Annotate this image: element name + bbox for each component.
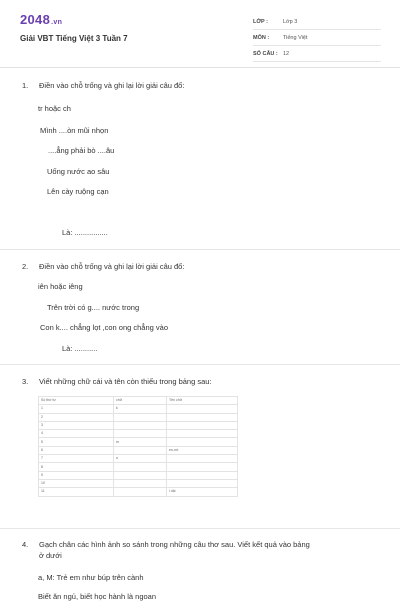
table-cell: o	[114, 455, 167, 463]
table-row	[39, 438, 238, 446]
table-cell	[167, 430, 238, 438]
alphabet-table	[38, 396, 238, 497]
question-3	[22, 377, 212, 386]
table-row	[39, 421, 238, 429]
table-cell: 7	[39, 455, 114, 463]
table-row	[39, 479, 238, 487]
table-cell	[167, 405, 238, 413]
table-cell	[167, 438, 238, 446]
table-cell: k	[114, 405, 167, 413]
table-cell	[114, 488, 167, 496]
table-row	[39, 405, 238, 413]
table-cell: 1	[39, 405, 114, 413]
table-cell: i dài	[167, 488, 238, 496]
question-number: 4.	[22, 540, 29, 549]
table-cell	[114, 430, 167, 438]
answer-line: Là: ...........	[62, 344, 98, 353]
question-1	[22, 81, 184, 90]
question-divider	[0, 249, 400, 250]
table-cell: 2	[39, 413, 114, 421]
table-cell: 4	[39, 430, 114, 438]
table-header-cell: chữ	[114, 397, 167, 405]
table-cell	[167, 471, 238, 479]
question-4	[22, 539, 382, 561]
answer-line: ....ẳng phải bò ....âu	[48, 146, 115, 155]
table-row	[39, 455, 238, 463]
question-text: Điền vào chỗ trống và ghi lại lời giải câu đố:	[39, 262, 185, 271]
answer-line: a, M: Trẻ em như búp trên cành	[38, 573, 144, 582]
document-meta	[253, 14, 381, 62]
table-cell	[167, 421, 238, 429]
meta-row-subject	[253, 30, 381, 46]
table-cell	[167, 455, 238, 463]
question-number: 1.	[22, 81, 29, 90]
table-cell: m	[114, 438, 167, 446]
document-title: Giải VBT Tiếng Việt 3 Tuần 7	[20, 34, 128, 43]
table-cell	[114, 471, 167, 479]
table-header-row	[39, 397, 238, 405]
header-divider	[0, 67, 400, 68]
table-header-cell: Tên chữ	[167, 397, 238, 405]
table-cell: en-nờ	[167, 446, 238, 454]
document-header	[0, 0, 400, 62]
answer-line: iên hoặc iêng	[38, 282, 83, 291]
meta-value: Lớp 3	[283, 18, 298, 25]
meta-row-grade	[253, 14, 381, 30]
meta-label: SỐ CÂU :	[253, 50, 278, 57]
table-cell	[167, 413, 238, 421]
table-cell: 3	[39, 421, 114, 429]
question-text: Điền vào chỗ trống và ghi lại lời giải câu đố:	[39, 81, 185, 90]
table-cell: 6	[39, 446, 114, 454]
table-cell	[114, 446, 167, 454]
question-text-continued: ở dưới	[39, 551, 62, 560]
meta-label: LỚP :	[253, 18, 268, 25]
table-row	[39, 488, 238, 496]
answer-line: Uống nước ao sâu	[47, 167, 110, 176]
question-text: Viết những chữ cái và tên còn thiếu trong bảng sau:	[39, 377, 212, 386]
table-cell	[114, 421, 167, 429]
table-cell	[114, 413, 167, 421]
answer-line: Là: ................	[62, 228, 108, 237]
table-cell	[114, 479, 167, 487]
table-cell	[114, 463, 167, 471]
answer-line: Biết ăn ngủ, biết học hành là ngoan	[38, 592, 157, 601]
table-row	[39, 446, 238, 454]
answer-line: Mình ....òn mũi nhọn	[40, 126, 109, 135]
question-number: 2.	[22, 262, 29, 271]
answer-line: Trên trời có g.... nước trong	[47, 303, 140, 312]
table-cell: 10	[39, 479, 114, 487]
meta-value: Tiếng Việt	[283, 34, 308, 41]
table-row	[39, 413, 238, 421]
question-text: Gạch chân các hình ảnh so sánh trong những câu thơ sau. Viết kết quả vào bảng	[39, 540, 310, 549]
table-row	[39, 463, 238, 471]
meta-label: MÔN :	[253, 34, 270, 41]
table-row	[39, 471, 238, 479]
table-cell: 5	[39, 438, 114, 446]
table-cell: 11	[39, 488, 114, 496]
table-row	[39, 430, 238, 438]
table-cell	[167, 463, 238, 471]
meta-row-count	[253, 46, 381, 62]
meta-value: 12	[283, 50, 290, 57]
question-2	[22, 262, 184, 271]
table-header-cell: Số thứ tự	[39, 397, 114, 405]
answer-line: Lên cày ruộng cạn	[47, 187, 109, 196]
site-logo[interactable]: 2048.vn	[20, 12, 63, 27]
table-cell: 9	[39, 471, 114, 479]
table-cell	[167, 479, 238, 487]
answer-line: Con k.... chẳng lọt ,con ong chẳng vào	[40, 323, 169, 332]
question-divider	[0, 528, 400, 529]
answer-line: tr hoặc ch	[38, 104, 71, 113]
question-divider	[0, 364, 400, 365]
table-cell: 8	[39, 463, 114, 471]
question-number: 3.	[22, 377, 29, 386]
